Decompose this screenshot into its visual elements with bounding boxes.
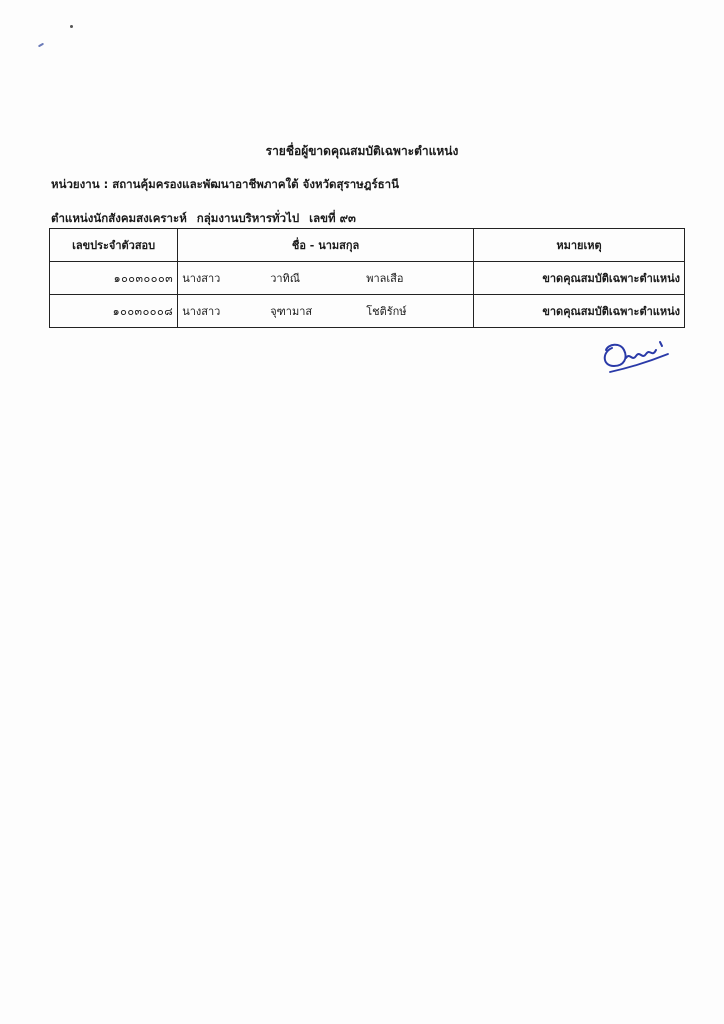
last-name: พาลเสือ bbox=[366, 272, 404, 285]
header-id: เลขประจำตัวสอบ bbox=[50, 229, 178, 262]
note: ขาดคุณสมบัติเฉพาะตำแหน่ง bbox=[473, 295, 684, 328]
full-name bbox=[178, 262, 474, 295]
agency-label: หน่วยงาน : bbox=[51, 177, 113, 191]
note: ขาดคุณสมบัติเฉพาะตำแหน่ง bbox=[473, 262, 684, 295]
agency-name: สถานคุ้มครองและพัฒนาอาชีพภาคใต้ จังหวัดสุราษฎร์ธานี bbox=[112, 177, 399, 191]
candidate-table bbox=[49, 228, 685, 328]
scan-speck bbox=[70, 25, 73, 28]
position-group: กลุ่มงานบริหารทั่วไป bbox=[196, 211, 300, 225]
table-header-row bbox=[50, 229, 685, 262]
header-name: ชื่อ - นามสกุล bbox=[178, 229, 474, 262]
document-title: รายชื่อผู้ขาดคุณสมบัติเฉพาะตำแหน่ง bbox=[265, 144, 459, 158]
first-name: วาทิณี bbox=[270, 272, 301, 285]
table-row bbox=[50, 262, 685, 295]
handwritten-signature-icon bbox=[598, 332, 678, 376]
exam-id: ๑๐๐๓๐๐๐๘ bbox=[50, 295, 178, 328]
position-title: ตำแหน่งนักสังคมสงเคราะห์ bbox=[51, 211, 187, 225]
table-row bbox=[50, 295, 685, 328]
last-name: โชติรักษ์ bbox=[366, 305, 407, 318]
position-number: เลขที่ ๙๓ bbox=[309, 211, 356, 225]
name-title: นางสาว bbox=[182, 272, 221, 285]
first-name: จุฑามาส bbox=[270, 305, 313, 318]
position-line bbox=[51, 210, 362, 228]
scan-speck bbox=[38, 43, 44, 48]
header-note: หมายเหตุ bbox=[473, 229, 684, 262]
full-name bbox=[178, 295, 474, 328]
name-title: นางสาว bbox=[182, 305, 221, 318]
exam-id: ๑๐๐๓๐๐๐๓ bbox=[50, 262, 178, 295]
agency-line bbox=[51, 176, 399, 194]
